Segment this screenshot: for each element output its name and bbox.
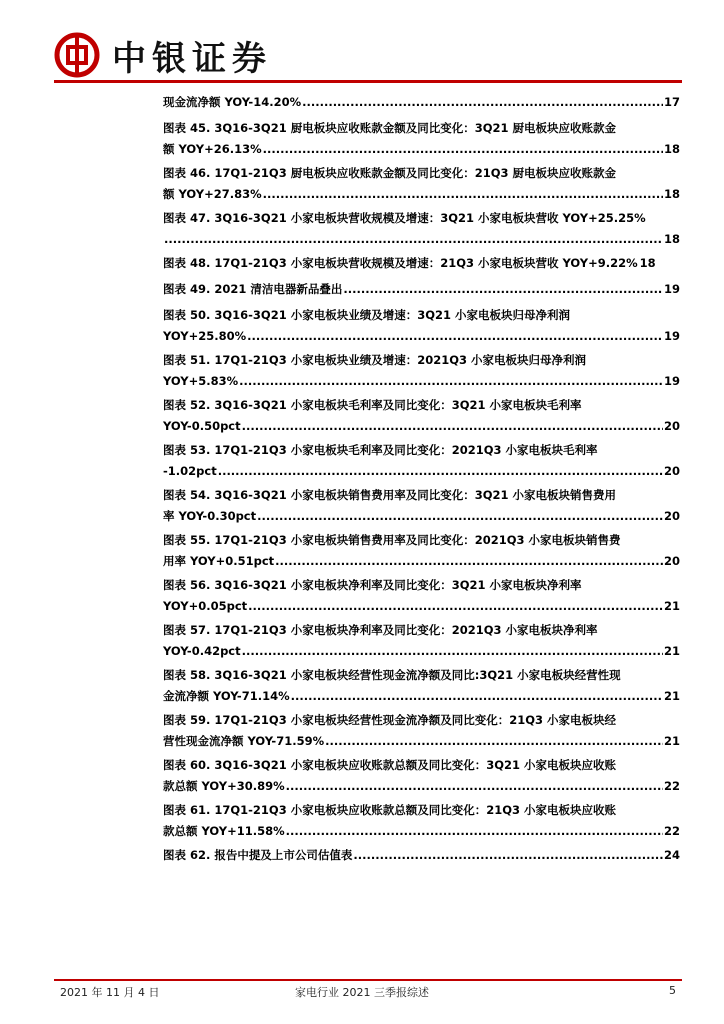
dot-leader (247, 326, 663, 347)
toc-page-number: 19 (663, 282, 680, 296)
toc-entry[interactable] (163, 163, 680, 205)
toc-page-number: 18 (663, 142, 680, 156)
toc-page-number: 20 (663, 554, 680, 568)
toc-entry[interactable] (163, 800, 680, 842)
toc-entry[interactable] (163, 845, 680, 866)
toc-page-number: 20 (663, 419, 680, 433)
dot-leader (291, 686, 663, 707)
toc-entry-text: 图表 61. 17Q1-21Q3 小家电板块应收账款总额及同比变化：21Q3 小家电板块应收账 (163, 803, 617, 817)
dot-leader (263, 184, 663, 205)
toc-entry-text: 图表 47. 3Q16-3Q21 小家电板块营收规模及增速：3Q21 小家电板块营收 YOY+25.25% (163, 211, 646, 225)
toc-page-number: 20 (663, 509, 680, 523)
toc-entry[interactable] (163, 710, 680, 752)
toc-entry-text: YOY+25.80% (163, 329, 247, 343)
toc-entry[interactable] (163, 208, 680, 250)
toc-entry[interactable] (163, 485, 680, 527)
toc-entry[interactable] (163, 279, 680, 300)
toc-page-number: 21 (663, 599, 680, 613)
toc-entry[interactable] (163, 350, 680, 392)
toc-entry[interactable] (163, 620, 680, 662)
toc-entry-text: 图表 59. 17Q1-21Q3 小家电板块经营性现金流净额及同比变化：21Q3 小家电板块经 (163, 713, 617, 727)
toc-entry-text: 图表 53. 17Q1-21Q3 小家电板块毛利率及同比变化：2021Q3 小家电板块毛利率 (163, 443, 598, 457)
toc-entry-text: 款总额 YOY+30.89% (163, 779, 285, 793)
toc-entry[interactable] (163, 665, 680, 707)
toc-entry[interactable] (163, 305, 680, 347)
toc-page-number: 18 (639, 256, 656, 270)
toc-page-number: 19 (663, 374, 680, 388)
toc-entry-text: 图表 56. 3Q16-3Q21 小家电板块净利率及同比变化：3Q21 小家电板块净利率 (163, 578, 582, 592)
toc-page-number: 22 (663, 779, 680, 793)
toc-entry-text: 图表 52. 3Q16-3Q21 小家电板块毛利率及同比变化：3Q21 小家电板块毛利率 (163, 398, 582, 412)
toc-entry-text: 图表 51. 17Q1-21Q3 小家电板块业绩及增速：2021Q3 小家电板块归母净利润 (163, 353, 587, 367)
toc-entry-text: 图表 54. 3Q16-3Q21 小家电板块销售费用率及同比变化：3Q21 小家电板块销售费用 (163, 488, 617, 502)
toc-entry-text: 额 YOY+27.83% (163, 187, 262, 201)
dot-leader (218, 461, 663, 482)
toc-entry[interactable] (163, 118, 680, 160)
dot-leader (325, 731, 663, 752)
dot-leader (353, 845, 663, 866)
report-title: 家电行业 2021 三季报综述 (295, 986, 429, 999)
toc-page-number: 24 (663, 848, 680, 862)
toc-entry-text: 图表 60. 3Q16-3Q21 小家电板块应收账款总额及同比变化：3Q21 小家电板块应收账 (163, 758, 617, 772)
toc-entry[interactable] (163, 440, 680, 482)
dot-leader (263, 139, 663, 160)
toc-entry-text: 图表 62. 报告中提及上市公司估值表 (163, 848, 353, 862)
brand-name: 中银证券 (112, 38, 272, 79)
toc-entry[interactable] (163, 755, 680, 797)
toc-entry-text: 图表 45. 3Q16-3Q21 厨电板块应收账款金额及同比变化：3Q21 厨电板块应收账款金 (163, 121, 617, 135)
toc-entry-text: 现金流净额 YOY-14.20% (163, 95, 302, 109)
toc-entry-text: YOY+0.05pct (163, 599, 248, 613)
dot-leader (242, 641, 663, 662)
toc-entry[interactable] (163, 395, 680, 437)
toc-entry[interactable] (163, 253, 680, 274)
dot-leader (286, 776, 663, 797)
toc-entry-text: YOY+5.83% (163, 374, 239, 388)
dot-leader (275, 551, 663, 572)
toc-page-number: 21 (663, 734, 680, 748)
toc-entry-text: 金流净额 YOY-71.14% (163, 689, 290, 703)
bank-of-china-logo-icon (54, 32, 100, 78)
toc-entry-text: 额 YOY+26.13% (163, 142, 262, 156)
toc-page-number: 21 (663, 644, 680, 658)
toc-entry[interactable] (163, 92, 680, 113)
table-of-figures (163, 92, 680, 871)
toc-entry-text: 营性现金流净额 YOY-71.59% (163, 734, 325, 748)
brand-logo (54, 30, 272, 80)
toc-entry[interactable] (163, 530, 680, 572)
toc-page-number: 21 (663, 689, 680, 703)
toc-entry-text: YOY-0.42pct (163, 644, 241, 658)
dot-leader (164, 229, 663, 250)
toc-entry-text: 款总额 YOY+11.58% (163, 824, 285, 838)
dot-leader (343, 279, 663, 300)
toc-page-number: 20 (663, 464, 680, 478)
toc-entry-text: 图表 57. 17Q1-21Q3 小家电板块净利率及同比变化：2021Q3 小家电板块净利率 (163, 623, 598, 637)
toc-page-number: 19 (663, 329, 680, 343)
toc-entry-text: 图表 46. 17Q1-21Q3 厨电板块应收账款金额及同比变化：21Q3 厨电板块应收账款金 (163, 166, 617, 180)
footer-divider (54, 979, 682, 981)
toc-entry-text: 图表 49. 2021 清洁电器新品叠出 (163, 282, 343, 296)
dot-leader (248, 596, 663, 617)
dot-leader (239, 371, 663, 392)
toc-entry[interactable] (163, 575, 680, 617)
toc-entry-text: 用率 YOY+0.51pct (163, 554, 275, 568)
toc-entry-text: 图表 48. 17Q1-21Q3 小家电板块营收规模及增速：21Q3 小家电板块营收 YOY+9.22% (163, 256, 638, 270)
toc-entry-text: 图表 55. 17Q1-21Q3 小家电板块销售费用率及同比变化：2021Q3 小家电板块销售费 (163, 533, 621, 547)
page-number: 5 (669, 984, 676, 997)
report-date: 2021 年 11 月 4 日 (60, 986, 160, 999)
toc-entry-text: 图表 58. 3Q16-3Q21 小家电板块经营性现金流净额及同比:3Q21 小家电板块经营性现 (163, 668, 621, 682)
dot-leader (257, 506, 663, 527)
toc-entry-text: 率 YOY-0.30pct (163, 509, 257, 523)
toc-entry-text: YOY-0.50pct (163, 419, 241, 433)
header-divider (54, 80, 682, 83)
toc-entry-text: -1.02pct (163, 464, 217, 478)
toc-page-number: 22 (663, 824, 680, 838)
dot-leader (302, 92, 663, 113)
toc-page-number: 18 (663, 232, 680, 246)
dot-leader (286, 821, 663, 842)
dot-leader (242, 416, 663, 437)
toc-page-number: 17 (663, 95, 680, 109)
toc-entry-text: 图表 50. 3Q16-3Q21 小家电板块业绩及增速：3Q21 小家电板块归母净利润 (163, 308, 571, 322)
toc-page-number: 18 (663, 187, 680, 201)
